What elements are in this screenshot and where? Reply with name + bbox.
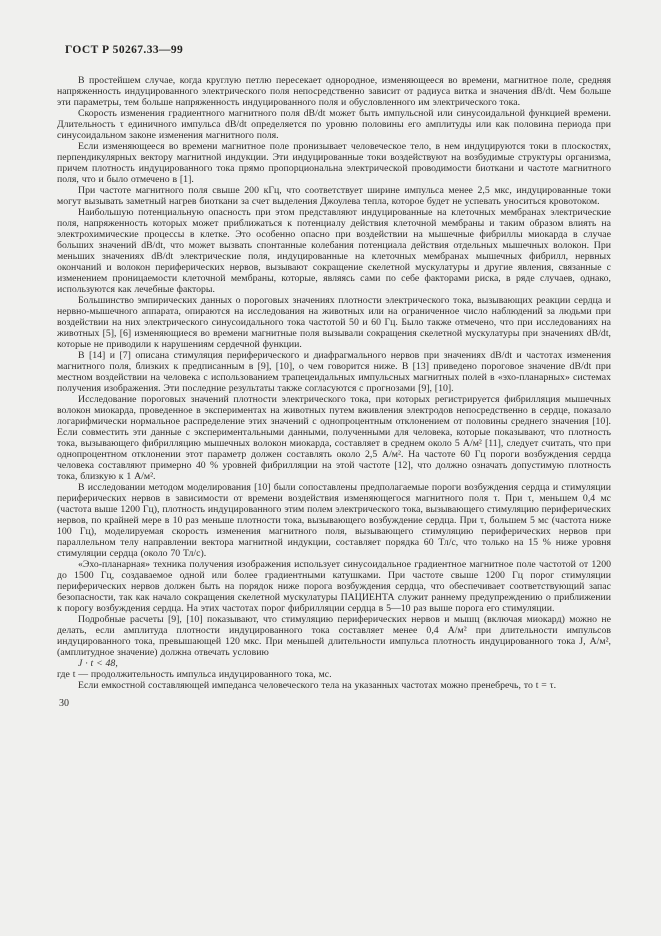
paragraph: В исследовании методом моделирования [10] были сопоставлены предполагаемые пороги возбуждения сердца и стимуляции периферических нервов в зависимости от времени воздействия изменяющегося магнитного поля τ. При τ, меньшем 0,4 мс (частота выше 1200 Гц), плотность индуцированного этим полем электрического тока, вызывающего стимуляцию периферических нервов, по крайней мере в 10 раз меньше плотности тока, вызывающего возбуждение сердца. При τ, большем 5 мс (частота ниже 100 Гц), моделируемая скорость изменения магнитного поля, вызывающего стимуляцию периферических нервов при параллельном телу направлении вектора магнитной индукции, составляет порядка 60 Тл/с, что только на 15 % ниже уровня стимуляции сердца (около 70 Тл/с). [57, 482, 611, 559]
paragraph: Наибольшую потенциальную опасность при этом представляют индуцированные на клеточных мембранах электрические поля, напряженность которых может приближаться к потенциалу действия клеточной мембраны и таким образом влиять на электрохимические процессы в клетке. Это особенно опасно при воздействии на мышечные фибриллы миокарда в случае больших значений dB/dt, что может вызвать спонтанные колебания потенциала действия отдельных мышечных волокон. При меньших значениях dB/dt электрические поля, индуцированные на клеточных мембранах мышечных фибрилл, нервных окончаний и волокон периферических нервов, вызывают сокращение скелетной мускулатуры и другие явления, связанные с изменением проницаемости клеточной мембраны, которые, являясь сами по себе факторами риска, в ряде случаев, однако, используются как лечебные факторы. [57, 207, 611, 295]
paragraph: Большинство эмпирических данных о пороговых значениях плотности электрического тока, вызывающих реакции сердца и нервно-мышечного аппарата, опираются на исследования на животных или на ограниченное число наблюдений за людьми при воздействии на них электрического синусоидального тока частотой 50 и 60 Гц. Было также отмечено, что при исследованиях на животных [5], [6] изменяющиеся во времени магнитные поля вызывали сокращения скелетной мускулатуры при значениях dB/dt, которые не приводили к нарушениям сердечной функции. [57, 295, 611, 350]
paragraph: Если изменяющееся во времени магнитное поле пронизывает человеческое тело, в нем индуцируются токи в плоскостях, перпендикулярных вектору магнитной индукции. Эти индуцированные токи воздействуют на возбудимые структуры организма, причем плотность индуцированного тока прямо пропорциональна электрической проводимости биоткани и частоте магнитного поля, что и было отмечено в [1]. [57, 141, 611, 185]
paragraph: Если емкостной составляющей импеданса человеческого тела на указанных частотах можно пренебречь, то t = τ. [78, 680, 557, 691]
paragraph: В [14] и [7] описана стимуляция периферического и диафрагмального нервов при значениях dB/dt и частотах изменения магнитного поля, близких к предписанным в [9], [10], о чем говорится ниже. В [13] приведено пороговое значение dB/dt при местном воздействии на человека с использованием трапецеидальных импульсных магнитных полей в «эхо-планарных» системах получения изображения. Эти последние результаты также согласуются с прогнозами [9], [10]. [57, 350, 611, 394]
document-header: ГОСТ Р 50267.33—99 [65, 44, 184, 56]
formula: J · t < 48, [78, 658, 118, 669]
body-text [57, 75, 611, 691]
paragraph: В простейшем случае, когда круглую петлю пересекает однородное, изменяющееся во времени, магнитное поле, средняя напряженность индуцированного электрического поля непосредственно зависит от радиуса витка и значения dB/dt. Чем больше эти параметры, тем больше напряженность индуцированного поля и обусловленного им электрического тока. [57, 75, 611, 108]
page-number: 30 [59, 698, 69, 709]
paragraph: Скорость изменения градиентного магнитного поля dB/dt может быть импульсной или синусоидальной функцией времени. Длительность τ единичного импульса dB/dt определяется по уровню половины его амплитуды или как половина периода при синусоидальном законе изменения магнитного поля. [57, 108, 611, 141]
paragraph: «Эхо-планарная» техника получения изображения использует синусоидальное градиентное магнитное поле частотой от 1200 до 1500 Гц, создаваемое одной или более градиентными катушками. При частоте свыше 1200 Гц порог стимуляции периферических нервов должен быть на порядок ниже порога возбуждения сердца, что обеспечивает соответствующий запас безопасности, так как начало сокращения скелетной мускулатуры ПАЦИЕНТА служит раннему предупреждению о приближении к порогу возбуждения сердца. На этих частотах порог фибрилляции сердца в 5—10 раз выше порога его стимуляции. [57, 559, 611, 614]
formula-legend: где t — продолжительность импульса индуцированного тока, мс. [57, 669, 332, 680]
paragraph: Исследование пороговых значений плотности электрического тока, при которых регистрируется фибрилляция мышечных волокон миокарда, проведенное в экспериментах на животных путем вживления электродов непосредственно в сердце, показало логарифмически нормальное распределение этих значений с однопроцентным отклонением от половины среднего значения [10]. Если совместить эти данные с экспериментальными данными, полученными для человека, которые показывают, что плотность тока, вызывающего фибрилляцию мышечных волокон миокарда, составляет в среднем около 5 А/м² [11], следует считать, что при однопроцентном отклонении этот параметр должен составлять около 2,5 А/м². На частоте 60 Гц пороги возбуждения сердца человека составляют примерно 40 % уровней фибрилляции на этой частоте [12], что должно означать допустимую плотность тока, близкую к 1 А/м². [57, 394, 611, 482]
paragraph: Подробные расчеты [9], [10] показывают, что стимуляцию периферических нервов и мышц (включая миокард) можно не делать, если амплитуда плотности индуцированного тока составляет менее 0,4 А/м² при длительности импульсов индуцированного тока, превышающей 120 мкс. При меньшей длительности импульса плотность индуцированного тока J, А/м², (амплитудное значение) должна отвечать условию [57, 614, 611, 658]
paragraph: При частоте магнитного поля свыше 200 кГц, что соответствует ширине импульса менее 2,5 мкс, индуцированные токи могут вызывать заметный нагрев биоткани за счет выделения Джоулева тепла, которое будет не успевать уноситься кровотоком. [57, 185, 611, 207]
